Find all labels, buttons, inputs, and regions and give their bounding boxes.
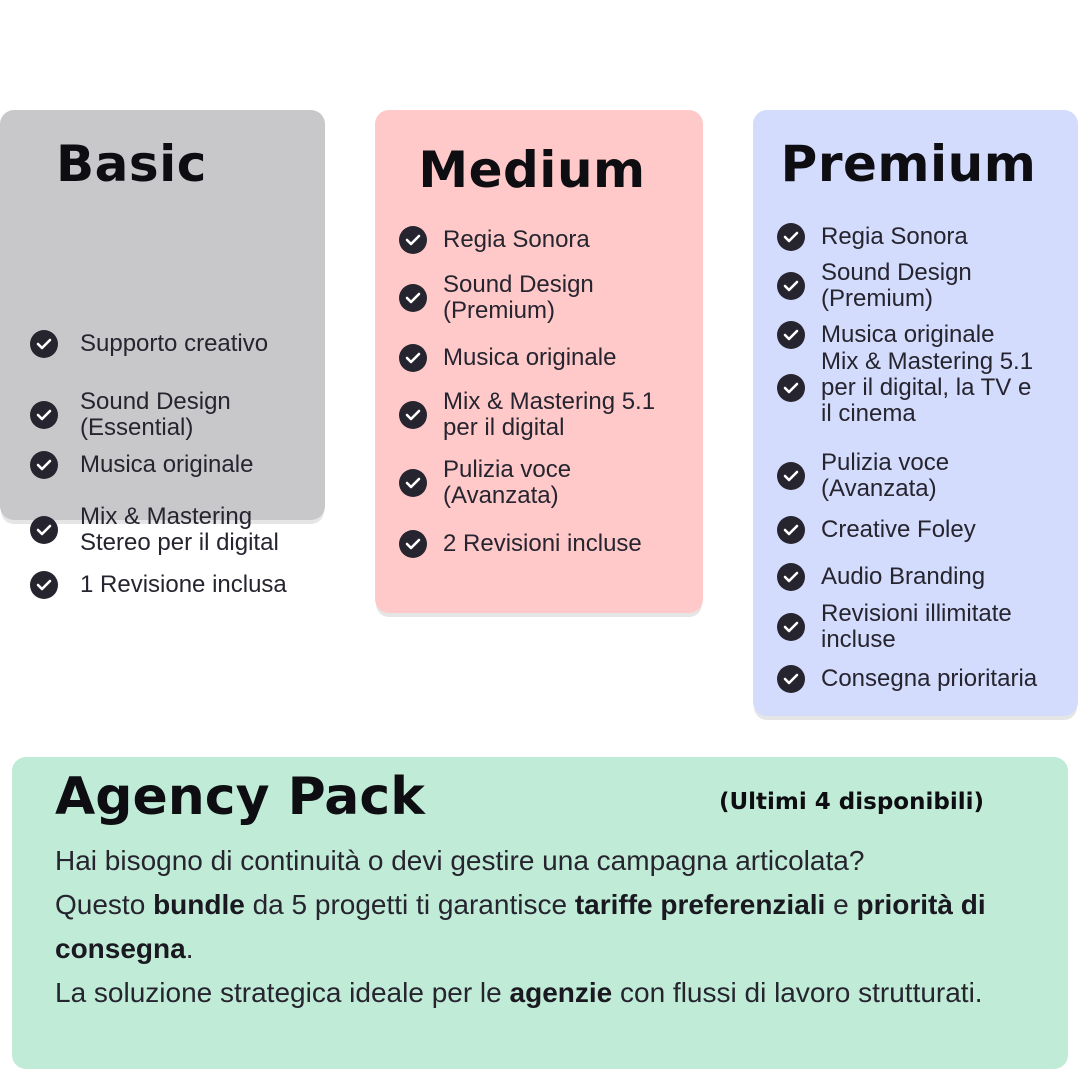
feature-label: Regia Sonora <box>443 226 590 253</box>
feature-item <box>753 659 1078 699</box>
check-circle-icon <box>777 665 805 693</box>
highlight-tariffs: tariffe preferenziali <box>574 889 826 920</box>
feature-label: Sound Design (Premium) <box>821 259 972 312</box>
text-segment: e <box>825 889 857 920</box>
plan-title: Premium <box>780 135 1037 193</box>
feature-label: Musica originale <box>821 321 995 348</box>
feature-item <box>753 348 1078 428</box>
feature-item <box>0 502 325 558</box>
agency-pack-panel <box>12 757 1068 1069</box>
feature-item <box>753 557 1078 597</box>
description-paragraph <box>55 883 1045 971</box>
feature-label: Creative Foley <box>821 516 976 543</box>
check-circle-icon <box>777 613 805 641</box>
feature-label: 2 Revisioni incluse <box>443 530 642 557</box>
plan-card-medium <box>375 110 703 613</box>
text-segment: Questo <box>55 889 154 920</box>
feature-label: Sound Design (Essential) <box>80 388 231 441</box>
check-circle-icon <box>399 344 427 372</box>
plan-card-premium <box>753 110 1078 716</box>
availability-badge: (Ultimi 4 disponibili) <box>718 789 984 815</box>
feature-item <box>0 445 325 485</box>
feature-item <box>375 387 703 443</box>
feature-label: Supporto creativo <box>80 330 269 357</box>
agency-title: Agency Pack <box>55 767 425 827</box>
check-circle-icon <box>30 571 58 599</box>
feature-item <box>753 448 1078 504</box>
plan-title: Basic <box>56 135 207 193</box>
check-circle-icon <box>777 321 805 349</box>
plan-title: Medium <box>418 141 646 199</box>
feature-label: 1 Revisione inclusa <box>80 571 287 598</box>
feature-item <box>0 387 325 443</box>
text-segment: con flussi di lavoro strutturati. <box>612 977 983 1008</box>
text-segment: La soluzione strategica ideale per le <box>55 977 510 1008</box>
feature-item <box>375 220 703 260</box>
feature-item <box>375 455 703 511</box>
feature-item <box>0 324 325 364</box>
feature-label: Mix & Mastering Stereo per il digital <box>80 503 279 556</box>
check-circle-icon <box>30 330 58 358</box>
feature-label: Revisioni illimitate incluse <box>821 600 1012 653</box>
plan-card-basic <box>0 110 325 598</box>
check-circle-icon <box>777 223 805 251</box>
highlight-agencies: agenzie <box>509 977 613 1008</box>
check-circle-icon <box>30 401 58 429</box>
check-circle-icon <box>30 516 58 544</box>
feature-label: Mix & Mastering 5.1 per il digital <box>443 388 656 441</box>
feature-label: Mix & Mastering 5.1 per il digital, la TV e il cinema <box>821 348 1034 427</box>
feature-item <box>375 524 703 564</box>
feature-item <box>375 270 703 326</box>
description-line: Hai bisogno di continuità o devi gestire una campagna articolata? <box>55 845 865 876</box>
feature-item <box>753 599 1078 655</box>
check-circle-icon <box>399 284 427 312</box>
check-circle-icon <box>399 226 427 254</box>
check-circle-icon <box>777 462 805 490</box>
check-circle-icon <box>777 563 805 591</box>
check-circle-icon <box>777 374 805 402</box>
feature-label: Audio Branding <box>821 563 986 590</box>
highlight-priority: priorità di consegna <box>55 889 986 964</box>
check-circle-icon <box>777 516 805 544</box>
feature-label: Musica originale <box>443 344 617 371</box>
feature-label: Sound Design (Premium) <box>443 271 594 324</box>
check-circle-icon <box>399 530 427 558</box>
feature-label: Pulizia voce (Avanzata) <box>443 456 572 509</box>
feature-item <box>753 510 1078 550</box>
feature-item <box>375 338 703 378</box>
feature-label: Regia Sonora <box>821 223 968 250</box>
agency-description <box>55 839 1045 1015</box>
check-circle-icon <box>30 451 58 479</box>
feature-label: Consegna prioritaria <box>821 665 1038 692</box>
feature-item <box>0 565 325 605</box>
feature-label: Musica originale <box>80 451 254 478</box>
check-circle-icon <box>399 469 427 497</box>
check-circle-icon <box>777 272 805 300</box>
feature-label: Pulizia voce (Avanzata) <box>821 449 950 502</box>
description-paragraph <box>55 971 1045 1015</box>
feature-item <box>753 217 1078 257</box>
feature-item <box>753 258 1078 314</box>
highlight-bundle: bundle <box>153 889 245 920</box>
check-circle-icon <box>399 401 427 429</box>
text-segment: . <box>185 933 194 964</box>
text-segment: da 5 progetti ti garantisce <box>244 889 575 920</box>
